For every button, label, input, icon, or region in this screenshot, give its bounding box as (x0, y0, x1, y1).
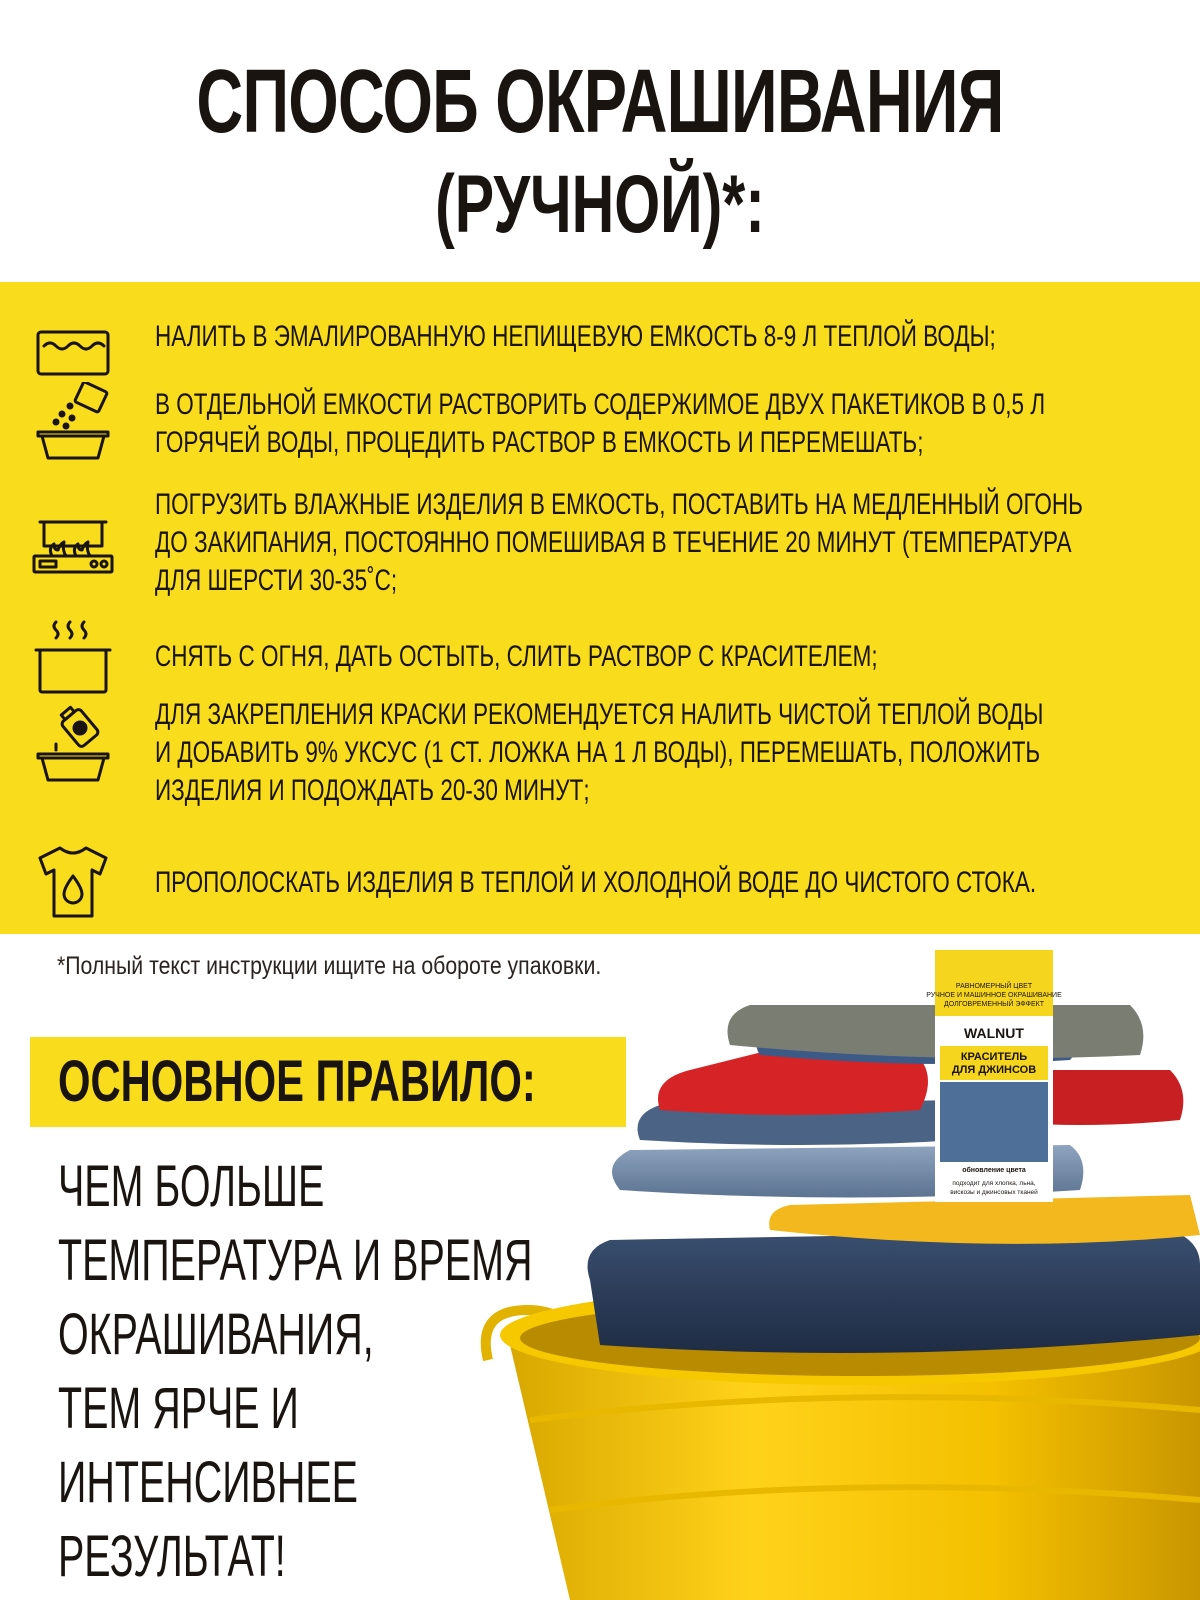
package-brand: WALNUT (964, 1025, 1024, 1041)
page-subtitle: (РУЧНОЙ)*: (435, 159, 765, 250)
steaming-pot-icon (32, 616, 114, 698)
powder-into-bowl-icon (32, 382, 114, 464)
rule-text (58, 1150, 618, 1594)
title-block (0, 0, 1200, 282)
page-title: СПОСОБ ОКРАШИВАНИЯ (196, 52, 1004, 152)
steps-panel (0, 282, 1200, 934)
step-5-text: ДЛЯ ЗАКРЕПЛЕНИЯ КРАСКИ РЕКОМЕНДУЕТСЯ НАЛИТЬ ЧИСТОЙ ТЕПЛОЙ ВОДЫ И ДОБАВИТЬ 9% УКСУС (1 СТ. ЛОЖКА НА 1 Л ВОДЫ), ПЕРЕМЕШАТЬ, ПОЛОЖИТЬ ИЗДЕЛИЯ И ПОДОЖДАТЬ 20-30 МИНУТ; (155, 698, 1044, 807)
package-top-text-2: РУЧНОЕ И МАШИННОЕ ОКРАШИВАНИЕ (926, 992, 1062, 999)
tshirt-drop-icon (32, 842, 114, 924)
footnote: *Полный текст инструкции ищите на обороте упаковки. (57, 952, 602, 980)
package-bottom-text-1: подходит для хлопка, льна, (952, 1180, 1036, 1187)
rule-line-5: ИНТЕНСИВНЕЕ (58, 1450, 358, 1515)
rule-heading-badge (30, 1037, 626, 1127)
rule-line-1: ЧЕМ БОЛЬШЕ (58, 1154, 325, 1219)
rule-line-2: ТЕМПЕРАТУРА И ВРЕМЯ (58, 1228, 533, 1293)
rule-line-4: ТЕМ ЯРЧЕ И (58, 1376, 299, 1441)
step-6-text: ПРОПОЛОСКАТЬ ИЗДЕЛИЯ В ТЕПЛОЙ И ХОЛОДНОЙ ВОДЕ ДО ЧИСТОГО СТОКА. (155, 866, 1037, 899)
pot-on-stove-icon (32, 508, 114, 590)
package-product-line2: ДЛЯ ДЖИНСОВ (951, 1064, 1037, 1076)
rule-heading: ОСНОВНОЕ ПРАВИЛО: (58, 1049, 536, 1114)
package-bottom-text-2: вискозы и джинсовых тканей (950, 1189, 1038, 1196)
step-1-text: НАЛИТЬ В ЭМАЛИРОВАННУЮ НЕПИЩЕВУЮ ЕМКОСТЬ 8-9 Л ТЕПЛОЙ ВОДЫ; (155, 320, 996, 353)
rule-line-3: ОКРАШИВАНИЯ, (58, 1302, 374, 1367)
step-4-text: СНЯТЬ С ОГНЯ, ДАТЬ ОСТЫТЬ, СЛИТЬ РАСТВОР С КРАСИТЕЛЕМ; (155, 640, 878, 673)
package-top-text-1: РАВНОМЕРНЫЙ ЦВЕТ (955, 983, 1033, 990)
step-2-text: В ОТДЕЛЬНОЙ ЕМКОСТИ РАСТВОРИТЬ СОДЕРЖИМОЕ ДВУХ ПАКЕТИКОВ В 0,5 Л ГОРЯЧЕЙ ВОДЫ, ПРОЦЕДИТЬ РАСТВОР В ЕМКОСТЬ И ПЕРЕМЕШАТЬ; (155, 388, 1046, 459)
package-subtitle: обновление цвета (962, 1167, 1026, 1174)
package-top-text-3: ДОЛГОВРЕМЕННЫЙ ЭФФЕКТ (943, 1001, 1045, 1008)
dye-package (926, 950, 1062, 1202)
step-3-text: ПОГРУЗИТЬ ВЛАЖНЫЕ ИЗДЕЛИЯ В ЕМКОСТЬ, ПОСТАВИТЬ НА МЕДЛЕННЫЙ ОГОНЬ ДО ЗАКИПАНИЯ, ПОСТОЯННО ПОМЕШИВАЯ В ТЕЧЕНИЕ 20 МИНУТ (ТЕМПЕРАТУРА ДЛЯ ШЕРСТИ 30-35˚С; (155, 488, 1083, 597)
dark-jeans (588, 1230, 1200, 1353)
package-product-line1: КРАСИТЕЛЬ (960, 1051, 1028, 1063)
vinegar-bottle-bowl-icon (32, 704, 114, 786)
rule-line-6: РЕЗУЛЬТАТ! (58, 1524, 286, 1589)
